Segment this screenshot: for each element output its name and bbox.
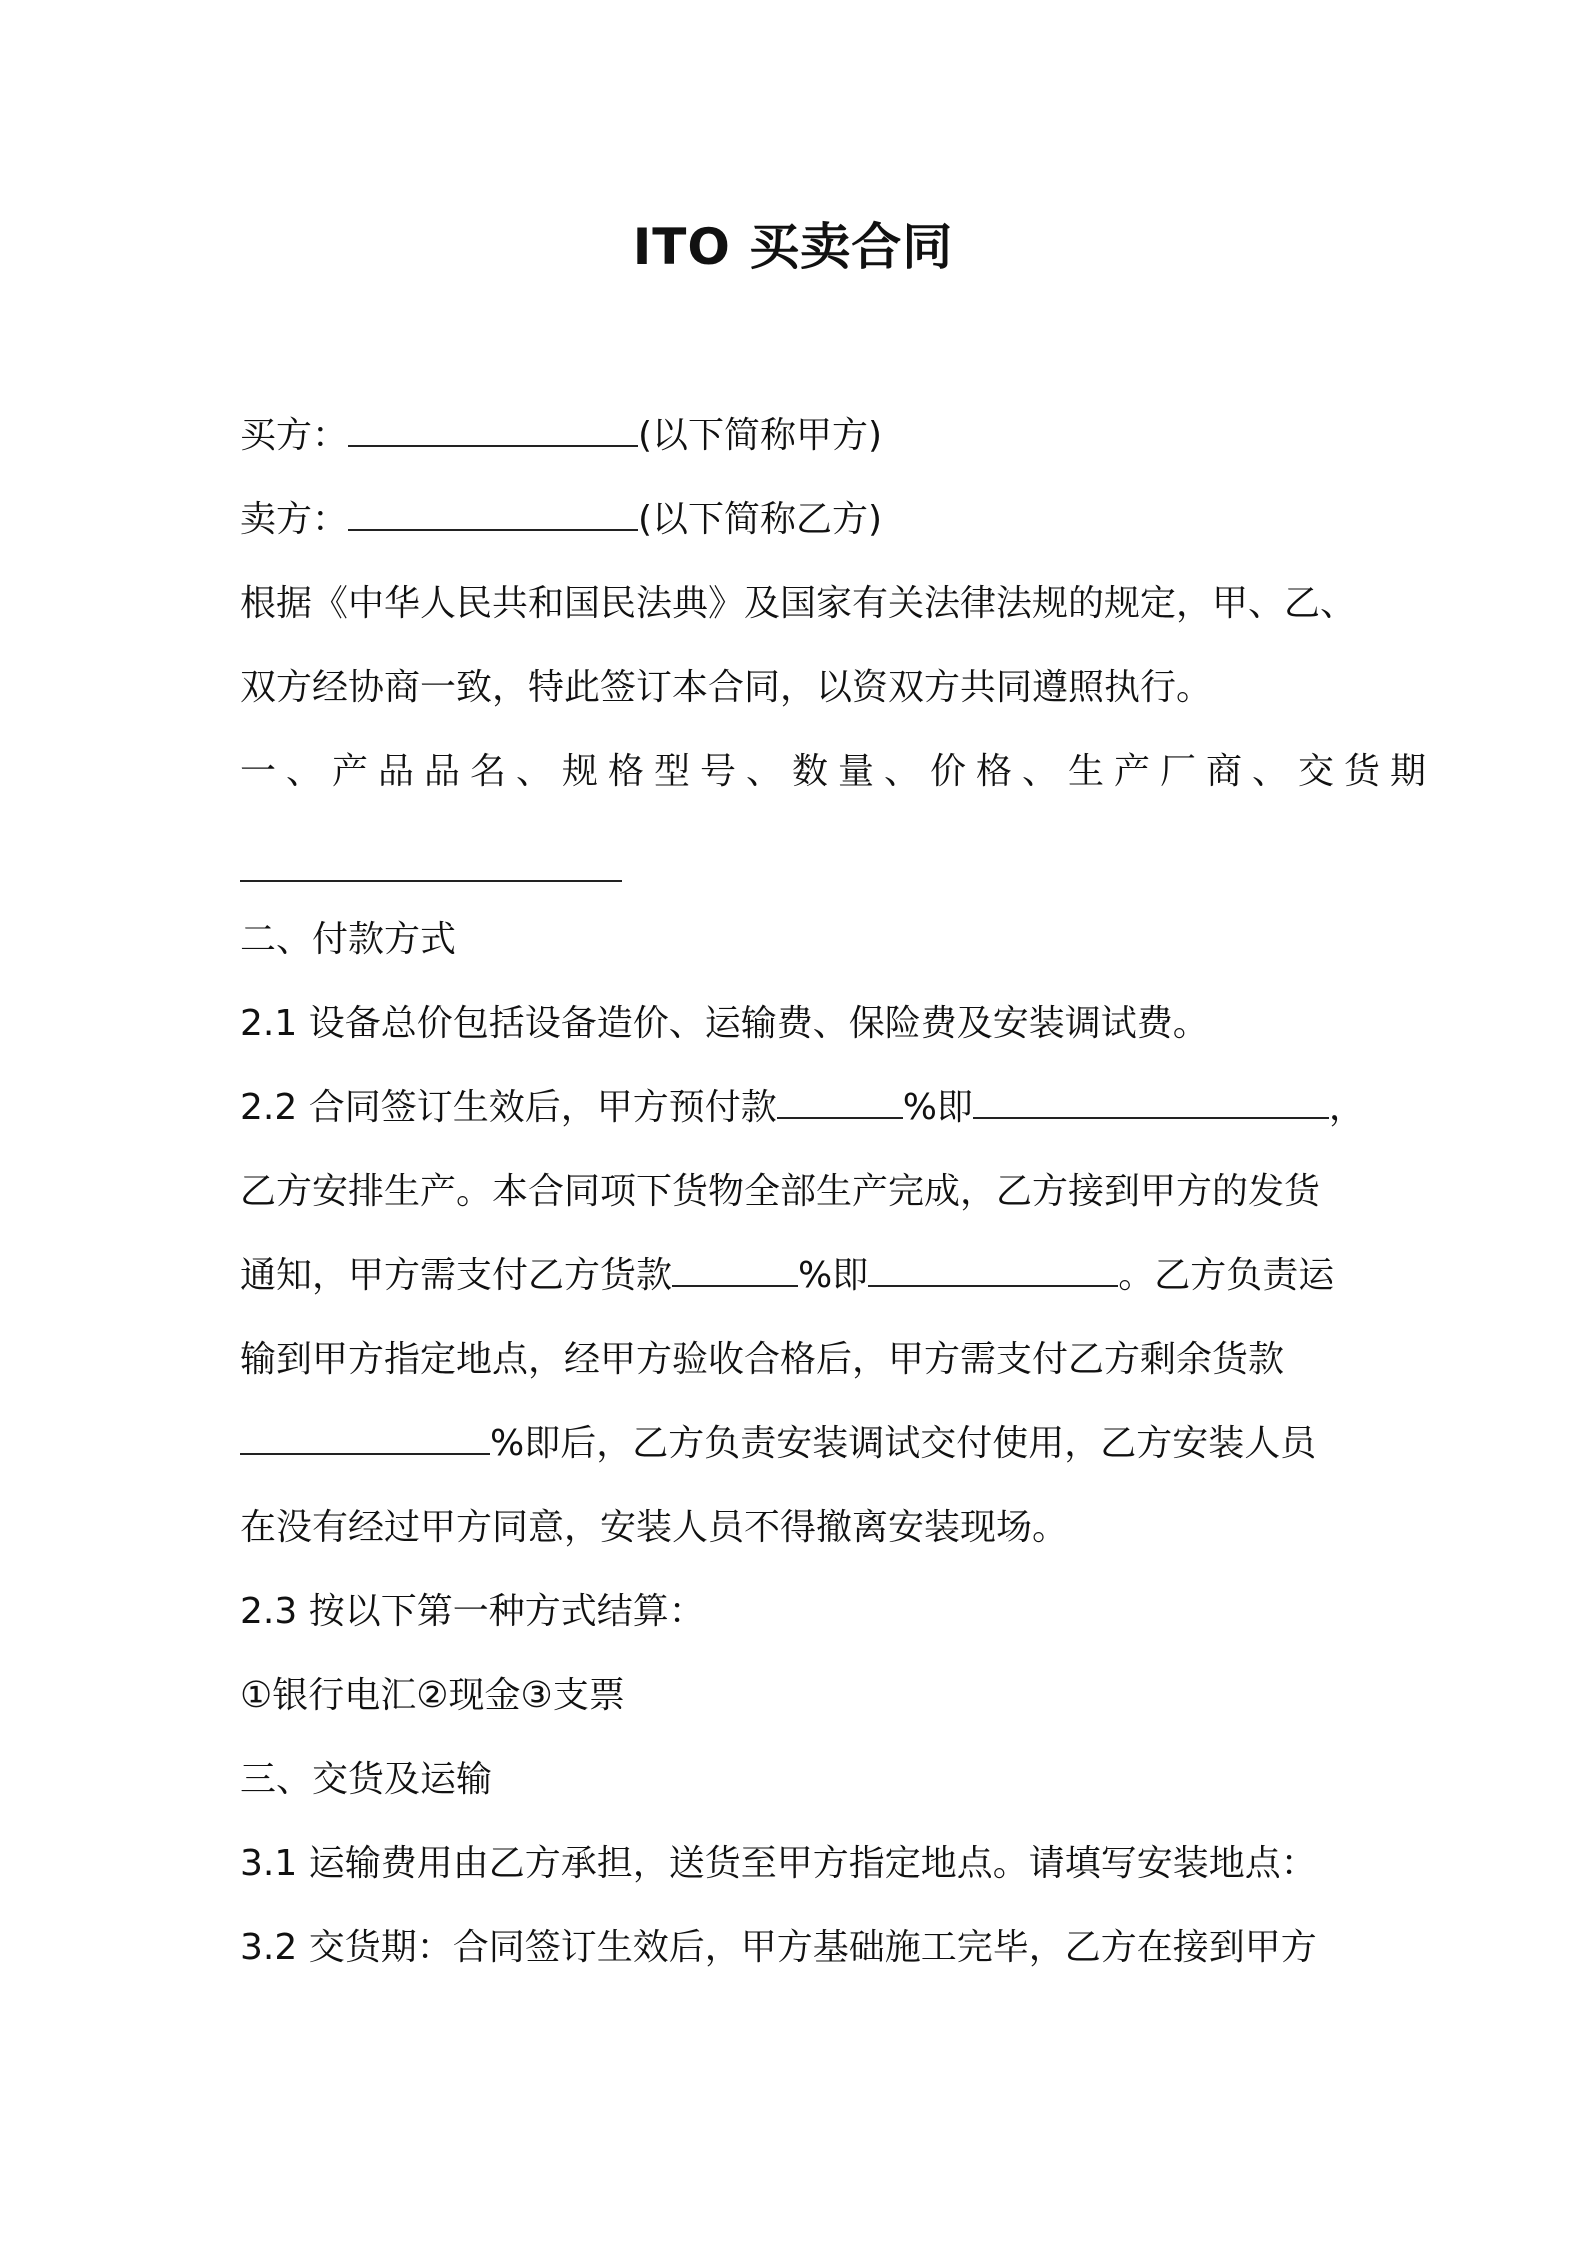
buyer-line <box>240 410 882 462</box>
second-payment-percent-blank[interactable] <box>672 1251 798 1287</box>
document-title: ITO 买卖合同 <box>632 218 954 276</box>
clause-2-1: 2.1 设备总价包括设备造价、运输费、保险费及安装调试费。 <box>240 1003 1209 1044</box>
intro-line-1: 根据《中华人民共和国民法典》及国家有关法律法规的规定，甲、乙、 <box>240 583 1357 624</box>
clause-2-2-line-6: 在没有经过甲方同意，安装人员不得撤离安装现场。 <box>240 1507 1069 1548</box>
intro-line-2: 双方经协商一致，特此签订本合同，以资双方共同遵照执行。 <box>240 667 1213 708</box>
clause-3-2: 3.2 交货期：合同签订生效后，甲方基础施工完毕，乙方在接到甲方 <box>240 1927 1317 1968</box>
prepayment-amount-blank[interactable] <box>973 1083 1329 1119</box>
clause-2-2-line-2: 乙方安排生产。本合同项下货物全部生产完成，乙方接到甲方的发货 <box>240 1171 1321 1212</box>
section-1-blank[interactable] <box>240 880 622 882</box>
payment-methods: ①银行电汇②现金③支票 <box>240 1675 625 1716</box>
section-2-heading: 二、付款方式 <box>240 919 457 960</box>
clause-2-2-text-b: %即 <box>902 1087 973 1128</box>
seller-line <box>240 494 882 546</box>
seller-name-blank[interactable] <box>348 495 638 531</box>
buyer-label: 买方： <box>240 415 349 456</box>
clause-2-2-text-a: 2.2 合同签订生效后，甲方预付款 <box>240 1087 777 1128</box>
buyer-name-blank[interactable] <box>348 411 638 447</box>
section-3-heading: 三、交货及运输 <box>240 1759 493 1800</box>
clause-2-2-line-1 <box>240 1082 1365 1134</box>
buyer-suffix: (以下简称甲方) <box>638 415 883 456</box>
clause-2-2-text-c: ， <box>1328 1087 1365 1128</box>
clause-2-3: 2.3 按以下第一种方式结算： <box>240 1591 705 1632</box>
clause-2-2-text-g: %即后，乙方负责安装调试交付使用，乙方安装人员 <box>490 1423 1317 1464</box>
clause-2-2-text-f: 。乙方负责运 <box>1118 1255 1335 1296</box>
seller-label: 卖方： <box>240 499 349 540</box>
clause-2-2-line-4: 输到甲方指定地点，经甲方验收合格后，甲方需支付乙方剩余货款 <box>240 1339 1285 1380</box>
clause-2-2-text-d: 通知，甲方需支付乙方货款 <box>240 1255 673 1296</box>
clause-2-2-line-5 <box>240 1418 1316 1470</box>
prepayment-percent-blank[interactable] <box>777 1083 903 1119</box>
second-payment-amount-blank[interactable] <box>868 1251 1118 1287</box>
section-1-heading: 一、产品品名、规格型号、数量、价格、生产厂商、交货期 <box>240 751 1437 792</box>
remaining-payment-blank[interactable] <box>240 1419 490 1455</box>
seller-suffix: (以下简称乙方) <box>638 499 883 540</box>
clause-2-2-text-e: %即 <box>798 1255 869 1296</box>
clause-3-1: 3.1 运输费用由乙方承担，送货至甲方指定地点。请填写安装地点： <box>240 1843 1317 1884</box>
clause-2-2-line-3 <box>240 1250 1334 1302</box>
